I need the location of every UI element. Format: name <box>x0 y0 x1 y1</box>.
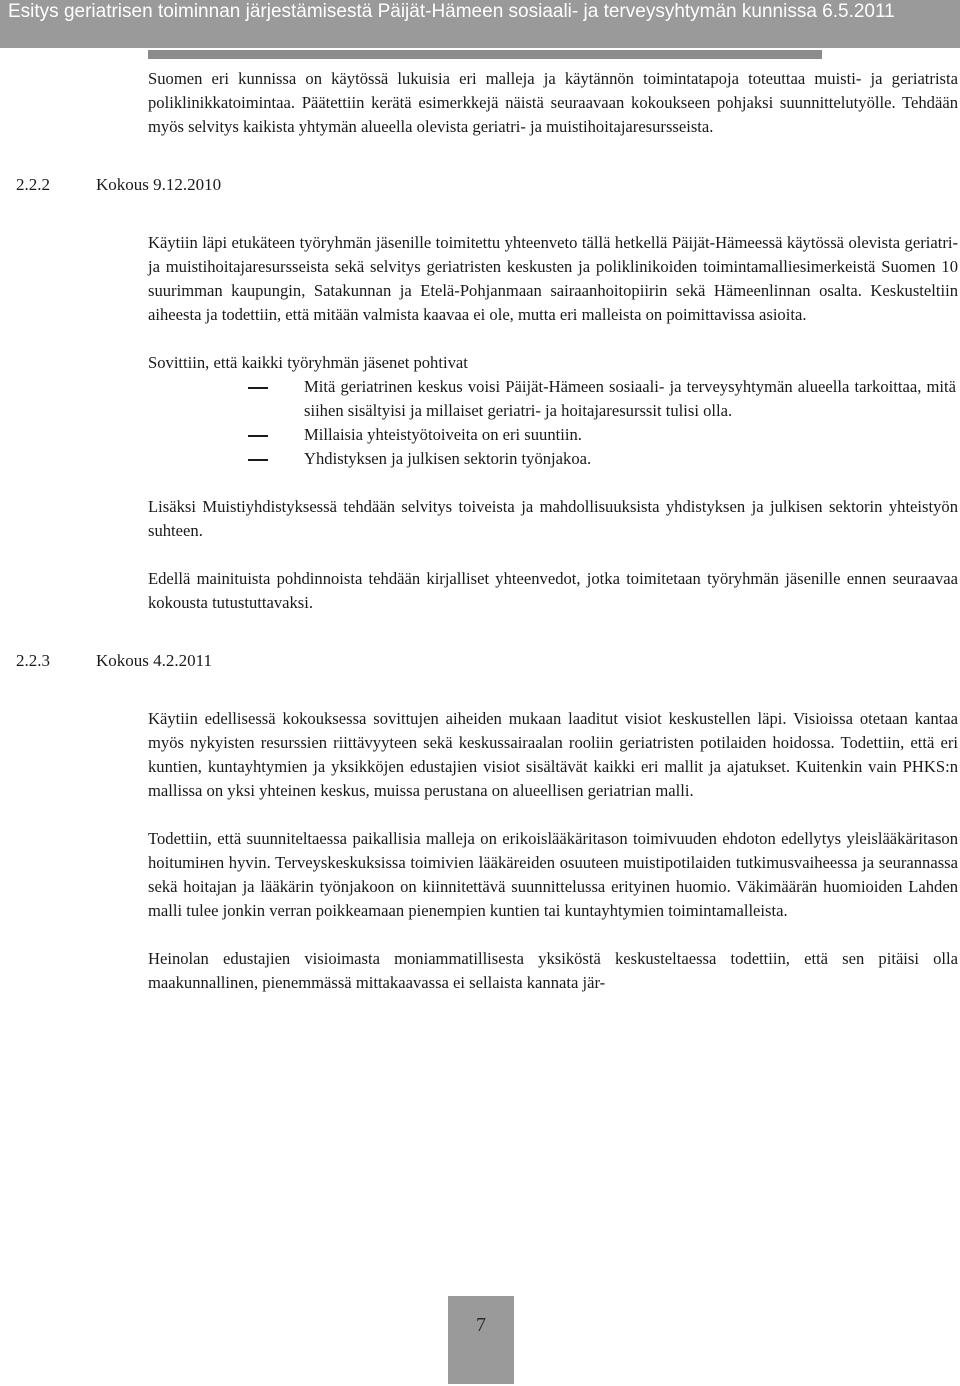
list-item <box>148 447 958 471</box>
document-body <box>16 67 958 995</box>
section-title: Kokous 4.2.2011 <box>96 651 213 670</box>
body-paragraph: Käytiin edellisessä kokouksessa sovittujen aiheiden mukaan laaditut visiot keskustellen läpi. Visioissa otetaan kantaa myös nykyisten resurssien riittävyyteen sekä keskussairaalan rooliin geriatristen potilaiden hoidossa. Todettiin, että eri kuntien, kuntayhtymien ja yksikköjen edustajien visiot sisältävät kaikki eri mallit ja ajatukset. Kuitenkin vain PHKS:n mallissa on yksi yhteinen keskus, muissa perustana on alueellisen geriatrian malli. <box>148 709 958 800</box>
body-paragraph: Heinolan edustajien visioimasta moniammatillisesta yksiköstä keskusteltaessa todettiin, että sen pitäisi olla maakunnallinen, pienemmässä mittakaavassa ei sellaista kannata jär- <box>148 949 958 992</box>
list-item-text: Mitä geriatrinen keskus voisi Päijät-Hämeen sosiaali- ja terveysyhtymän alueella tarkoittaa, mitä siihen sisältyisi ja millaiset geriatri- ja hoitajaresurssit tulisi olla. <box>304 377 956 420</box>
list-item <box>148 423 958 447</box>
intro-paragraph: Suomen eri kunnissa on käytössä lukuisia eri malleja ja käytännön toimintatapoja toteuttaa muisti- ja geriatrista poliklinikkatoimintaa. Päätettiin kerätä esimerkkejä näistä seuraavaan kokoukseen pohjaksi suunnittelutyölle. Tehdään myös selvitys kaikista yhtymän alueella olevista geriatri- ja muistihoitajaresursseista. <box>148 69 958 136</box>
list-item-text: Millaisia yhteistyötoiveita on eri suuntiin. <box>304 425 582 444</box>
section-heading-2-2-3 <box>16 649 958 673</box>
section-number: 2.2.2 <box>16 175 50 194</box>
header-divider <box>148 50 822 59</box>
section-title: Kokous 9.12.2010 <box>96 175 222 194</box>
dash-bullet-icon <box>248 435 268 437</box>
list-item <box>148 375 958 423</box>
dash-bullet-icon <box>248 387 268 389</box>
body-paragraph: Käytiin läpi etukäteen työryhmän jäsenille toimitettu yhteenveto tällä hetkellä Päijät-Hämeessä käytössä olevista geriatri- ja muistihoitajaresursseista sekä selvitys geriatristen keskusten ja poliklinikoiden toimintamalliesimerkeistä Suomen 10 suurimman kaupungin, Satakunnan ja Etelä-Pohjanmaan sairaanhoitopiirin sekä Hämeenlinnan osalta. Keskusteltiin aiheesta ja todettiin, että mitään valmista kaavaa ei ole, mutta eri malleista on poimittavissa asioita. <box>148 233 958 324</box>
body-paragraph: Edellä mainituista pohdinnoista tehdään kirjalliset yhteenvedot, jotka toimitetaan työryhmän jäsenille ennen seuraavaa kokousta tutustuttavaksi. <box>148 569 958 612</box>
body-paragraph: Todettiin, että suunniteltaessa paikallisia malleja on erikoislääkäritason toimivuuden ehdoton edellytys yleislääkäritason hoitumінen hyvin. Terveyskeskuksissa toimivien lääkäreiden osuuteen muistipotilaiden tutkimusvaiheessa ja seurannassa sekä hoitajan ja lääkärin työnjakoon on kiinnitettävä suunnittelussa erityinen huomio. Väkimäärän huomioiden Lahden malli tulee jonkin verran poikkeamaan pienempien kuntien tai kuntayhtymien toimintamalleista. <box>148 829 958 920</box>
list-item-text: Yhdistyksen ja julkisen sektorin työnjakoa. <box>304 449 592 468</box>
dash-bullet-icon <box>248 459 268 461</box>
document-title: Esitys geriatrisen toiminnan järjestämisestä Päijät-Hämeen sosiaali- ja terveysyhtymän kunnissa 6.5.2011 <box>8 1 895 22</box>
page-number: 7 <box>448 1296 514 1384</box>
bullet-list <box>148 375 958 471</box>
body-paragraph: Lisäksi Muistiyhdistyksessä tehdään selvitys toiveista ja mahdollisuuksista yhdistyksen ja julkisen sektorin yhteistyön suhteen. <box>148 497 958 540</box>
document-header <box>0 0 960 48</box>
section-number: 2.2.3 <box>16 651 50 670</box>
section-heading-2-2-2 <box>16 173 958 197</box>
body-paragraph: Sovittiin, että kaikki työryhmän jäsenet pohtivat <box>148 353 468 372</box>
